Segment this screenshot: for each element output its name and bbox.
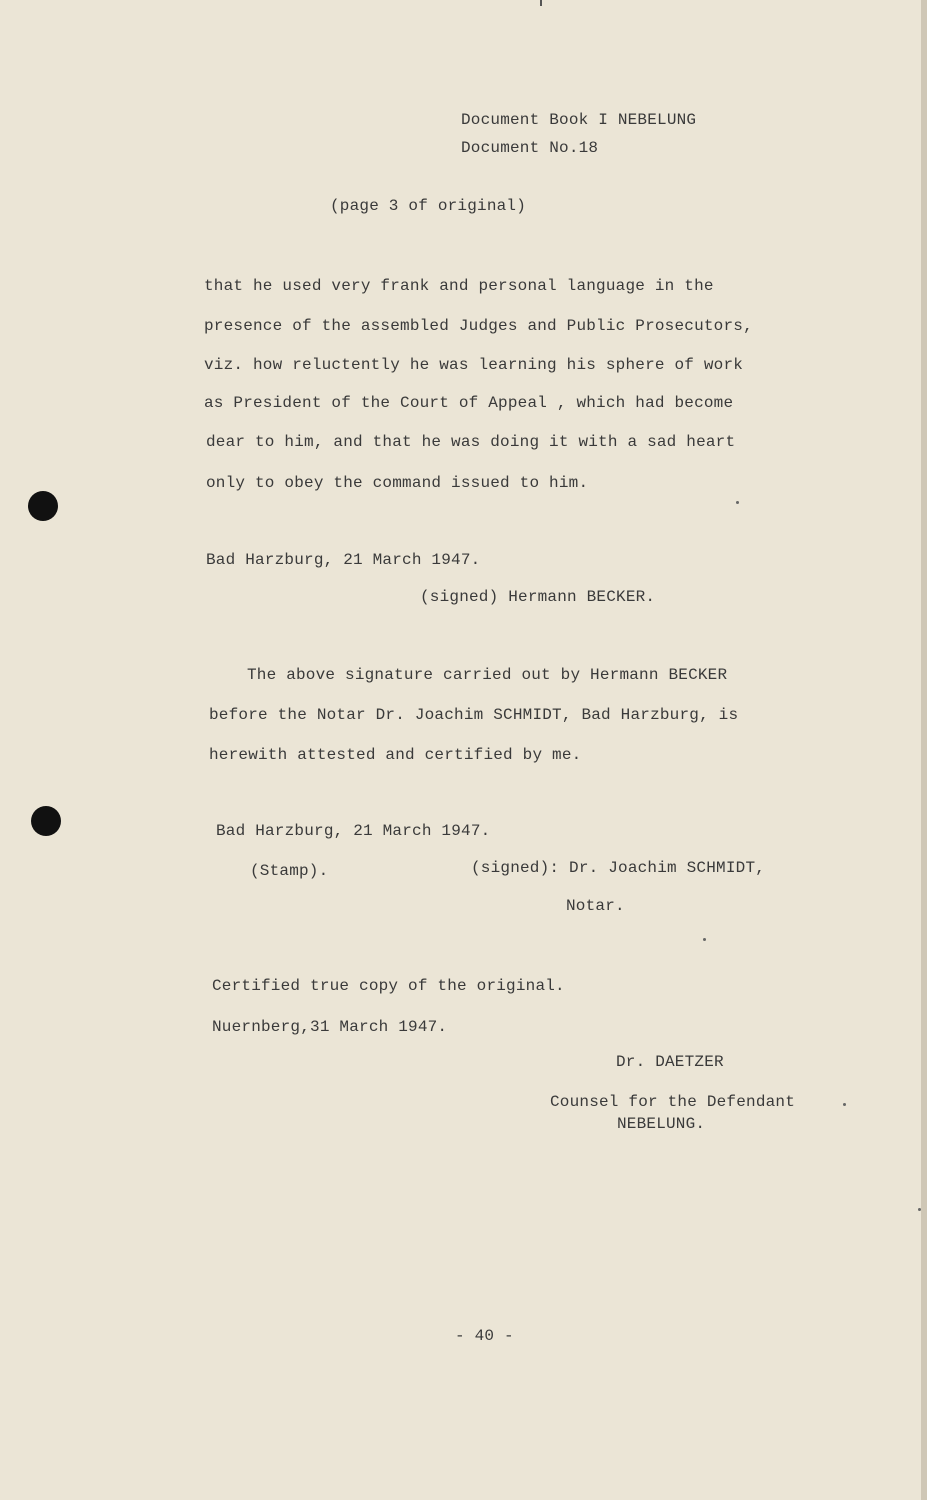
stamp-label: (Stamp). (250, 862, 329, 880)
top-edge-mark (540, 0, 542, 6)
punch-hole-bottom (31, 806, 61, 836)
body-line: presence of the assembled Judges and Public Prosecutors, (204, 317, 753, 335)
signature2-signed: (signed): Dr. Joachim SCHMIDT, (471, 859, 766, 877)
attestation-line: The above signature carried out by Hermann BECKER (247, 666, 728, 684)
body-line: dear to him, and that he was doing it with a sad heart (206, 433, 736, 451)
signature2-place-date: Bad Harzburg, 21 March 1947. (216, 822, 491, 840)
paper-speck (843, 1103, 846, 1106)
paper-speck (918, 1208, 921, 1211)
certifier-role: Counsel for the Defendant (550, 1093, 796, 1111)
body-line: only to obey the command issued to him. (206, 474, 589, 492)
document-number-label: Document No.18 (461, 139, 599, 157)
certification-place-date: Nuernberg,31 March 1947. (212, 1018, 448, 1036)
page-reference: (page 3 of original) (330, 197, 527, 215)
body-line: viz. how reluctently he was learning his sphere of work (204, 356, 744, 374)
notar-title: Notar. (566, 897, 625, 915)
attestation-line: herewith attested and certified by me. (209, 746, 582, 764)
punch-hole-top (28, 491, 58, 521)
paper-speck (736, 501, 739, 504)
document-book-label: Document Book I NEBELUNG (461, 111, 697, 129)
attestation-line: before the Notar Dr. Joachim SCHMIDT, Bad Harzburg, is (209, 706, 739, 724)
body-line: that he used very frank and personal language in the (204, 277, 714, 295)
page-number: - 40 - (455, 1327, 514, 1345)
signature1-signed: (signed) Hermann BECKER. (420, 588, 656, 606)
defendant-name: NEBELUNG. (617, 1115, 706, 1133)
signature1-place-date: Bad Harzburg, 21 March 1947. (206, 551, 481, 569)
paper-speck (703, 938, 706, 941)
certifier-name: Dr. DAETZER (616, 1053, 724, 1071)
certification-line: Certified true copy of the original. (212, 977, 565, 995)
body-line: as President of the Court of Appeal , which had become (204, 394, 734, 412)
